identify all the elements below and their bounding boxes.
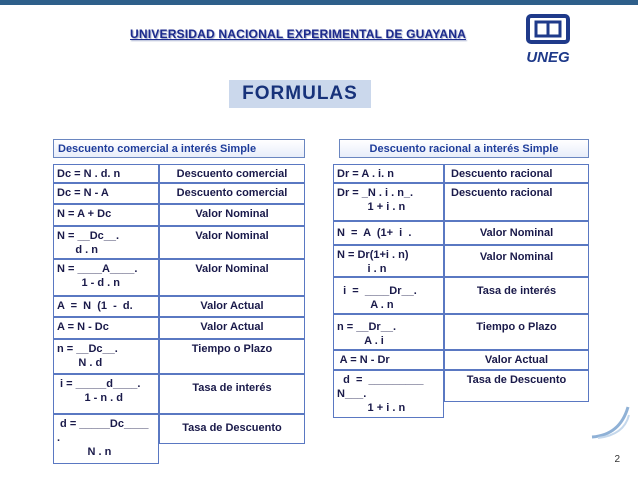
formula-cell: i = ____Dr__. A . n (333, 277, 444, 314)
formula-cell: A = N - Dc (53, 317, 159, 339)
formula-cell: N = ____A____. 1 - d . n (53, 259, 159, 296)
formula-cell: d = _________ N___. 1 + i . n (333, 370, 444, 418)
formula-cell: A = N (1 - d. (53, 296, 159, 317)
top-accent-bar (0, 0, 638, 5)
formula-cell: Dc = N - A (53, 183, 159, 204)
description-cell: Valor Nominal (444, 245, 589, 277)
formula-cell: N = __Dc__. d . n (53, 226, 159, 259)
description-cell: Valor Actual (444, 350, 589, 370)
description-cell: Valor Nominal (159, 226, 305, 259)
formula-cell: i = _____d____. 1 - n . d (53, 374, 159, 414)
description-cell: Descuento comercial (159, 183, 305, 204)
decorative-curve (590, 405, 630, 439)
formula-cell: Dc = N . d. n (53, 164, 159, 183)
description-cell: Tasa de interés (444, 277, 589, 314)
formula-cell: N = Dr(1+i . n) i . n (333, 245, 444, 277)
description-cell: Descuento racional (444, 164, 589, 183)
formula-cell: n = __Dr__. A . i (333, 314, 444, 350)
description-cell: Descuento racional (444, 183, 589, 221)
description-cell: Tasa de Descuento (159, 414, 305, 444)
formula-cell: n = __Dc__. N . d (53, 339, 159, 374)
section-heading-racional: Descuento racional a interés Simple (339, 139, 589, 158)
formula-cell: A = N - Dr (333, 350, 444, 370)
description-cell: Tiempo o Plazo (444, 314, 589, 350)
description-cell: Tiempo o Plazo (159, 339, 305, 374)
page-number: 2 (614, 454, 620, 465)
formula-cell: d = _____Dc____ . N . n (53, 414, 159, 464)
uneg-logo (514, 10, 582, 68)
description-cell: Descuento comercial (159, 164, 305, 183)
formula-cell: Dr = _N . i . n_. 1 + i . n (333, 183, 444, 221)
description-cell: Valor Nominal (159, 259, 305, 296)
description-cell: Valor Actual (159, 296, 305, 317)
svg-text:UNEG: UNEG (526, 49, 570, 66)
formula-cell: N = A (1+ i . (333, 221, 444, 245)
university-title: UNIVERSIDAD NACIONAL EXPERIMENTAL DE GUAYANA (130, 27, 466, 41)
page-title: FORMULAS (229, 80, 371, 108)
description-cell: Valor Nominal (444, 221, 589, 245)
description-cell: Valor Nominal (159, 204, 305, 226)
description-cell: Tasa de Descuento (444, 370, 589, 402)
description-cell: Tasa de interés (159, 374, 305, 414)
section-heading-comercial: Descuento comercial a interés Simple (53, 139, 305, 158)
description-cell: Valor Actual (159, 317, 305, 339)
formula-cell: Dr = A . i. n (333, 164, 444, 183)
formula-cell: N = A + Dc (53, 204, 159, 226)
